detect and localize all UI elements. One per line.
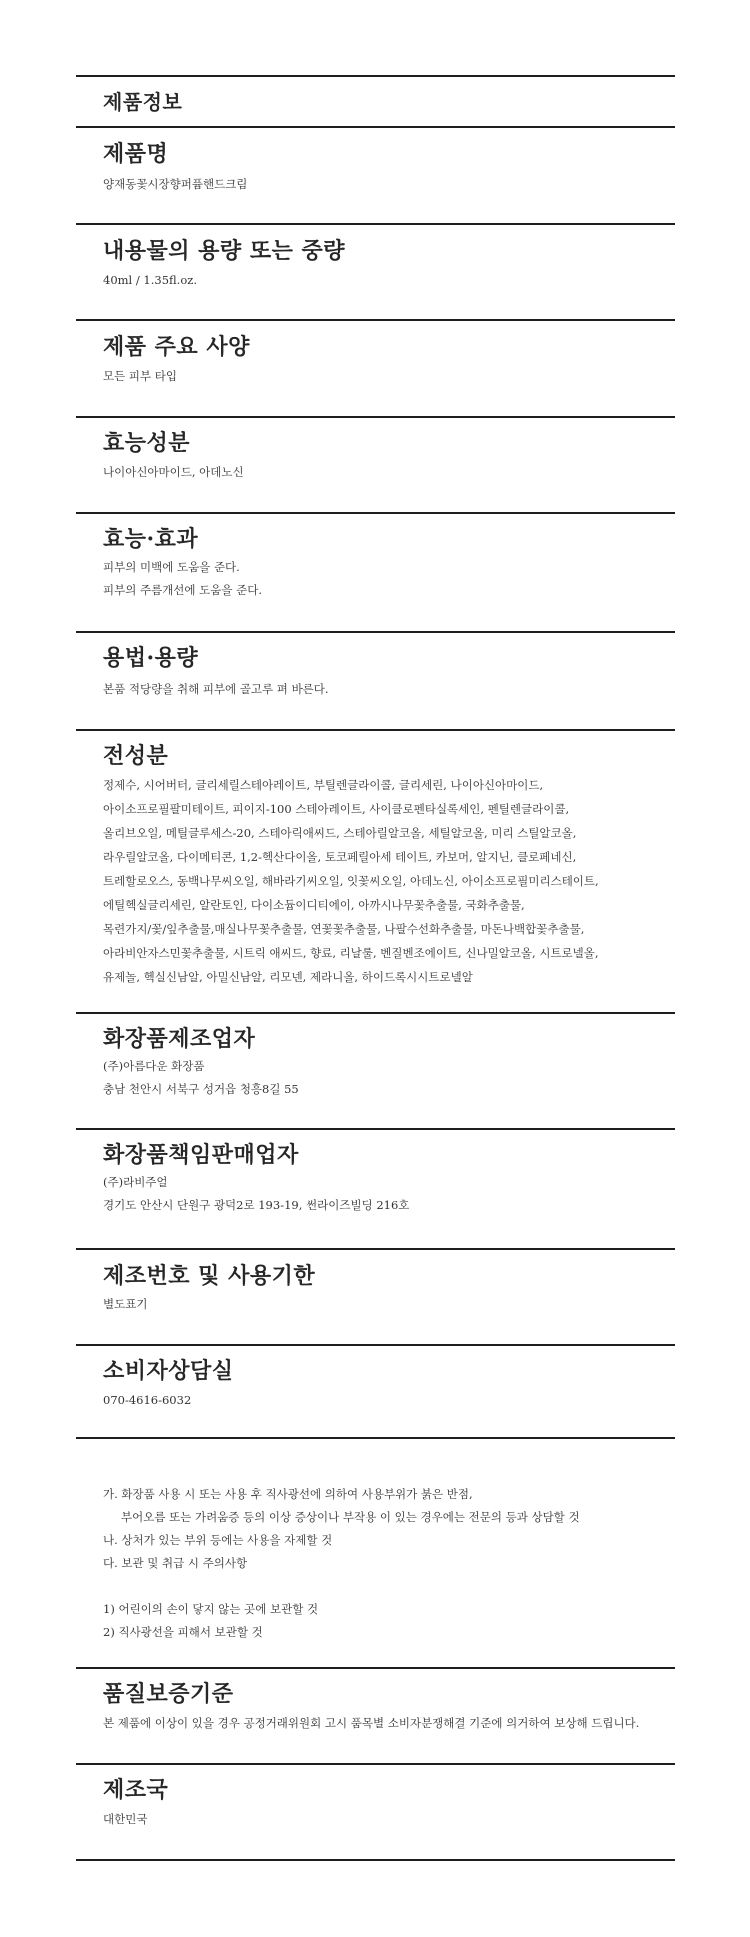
quality-line: 본 제품에 이상이 있을 경우 공정거래위원회 고시 품목별 소비자분쟁해결 기준에 의거하여 보상해 드립니다. <box>103 1716 640 1730</box>
manufacturer-value <box>103 1055 299 1101</box>
divider <box>76 1859 675 1861</box>
divider <box>76 1344 675 1346</box>
volume-value <box>103 268 197 292</box>
manufacturer-address: 충남 천안시 서북구 성거읍 청흥8길 55 <box>103 1082 299 1096</box>
usage-line: 본품 적당량을 취해 피부에 골고루 펴 바른다. <box>103 682 329 696</box>
page-title: 제품정보 <box>103 90 183 114</box>
divider <box>76 319 675 321</box>
active-ingredients-title: 효능성분 <box>103 430 191 456</box>
divider <box>76 512 675 514</box>
ingredients-line: 올리브오일, 메틸글루세스-20, 스테아릭애씨드, 스테아릴알코올, 세틸알코올, 미리 스틸알코올, <box>103 826 577 840</box>
divider <box>76 1437 675 1439</box>
divider <box>76 75 675 77</box>
origin-title: 제조국 <box>103 1777 169 1803</box>
manufacturer-name: (주)아름다운 화장품 <box>103 1059 205 1073</box>
ingredients-line: 아이소프로필팔미테이트, 피이지-100 스테아레이트, 사이클로펜타실록세인, 펜틸렌글라이콜, <box>103 802 570 816</box>
origin-line: 대한민국 <box>103 1812 148 1826</box>
spacer <box>103 1575 580 1598</box>
precaution-a: 가. 화장품 사용 시 또는 사용 후 직사광선에 의하여 사용부위가 붉은 반점, <box>103 1487 473 1501</box>
efficacy-title: 효능·효과 <box>103 526 199 552</box>
product-name-line: 양재동꽃시장향퍼퓸핸드크림 <box>103 177 248 191</box>
ingredients-line: 목련가지/꽃/잎추출물,매실나무꽃추출물, 연꽃꽃추출물, 나팔수선화추출물, 마돈나백합꽃추출물, <box>103 922 585 936</box>
product-name-title: 제품명 <box>103 141 169 167</box>
lot-expiry-value <box>103 1292 147 1316</box>
lot-expiry-line: 별도표기 <box>103 1297 148 1311</box>
consumer-center-phone: 070-4616-6032 <box>103 1393 192 1407</box>
consumer-center-value <box>103 1388 191 1412</box>
usage-title: 용법·용량 <box>103 645 199 671</box>
ingredients-line: 유제놀, 헥실신남알, 아밀신남알, 리모넨, 제라니올, 하이드록시시트로넬알 <box>103 970 473 984</box>
precaution-c-1: 1) 어린이의 손이 닿지 않는 곳에 보관할 것 <box>103 1602 319 1616</box>
divider <box>76 1763 675 1765</box>
efficacy-line: 피부의 주름개선에 도움을 준다. <box>103 583 263 597</box>
volume-title: 내용물의 용량 또는 중량 <box>103 238 345 264</box>
efficacy-line: 피부의 미백에 도움을 준다. <box>103 560 240 574</box>
product-name-value <box>103 172 247 196</box>
consumer-center-title: 소비자상담실 <box>103 1358 234 1384</box>
active-ingredients-value <box>103 460 244 484</box>
divider <box>76 416 675 418</box>
divider <box>76 1667 675 1669</box>
lot-expiry-title: 제조번호 및 사용기한 <box>103 1263 316 1289</box>
ingredients-line: 에틸헥실글리세린, 알란토인, 다이소듐이디티에이, 아까시나무꽃추출물, 국화추출물, <box>103 898 525 912</box>
ingredients-line: 트레할로오스, 동백나무씨오일, 해바라기씨오일, 잇꽃씨오일, 아데노신, 아이소프로필미리스테이트, <box>103 874 599 888</box>
distributor-value <box>103 1171 409 1217</box>
ingredients-line: 아라비안자스민꽃추출물, 시트릭 애씨드, 향료, 리날룰, 벤질벤조에이트, 신나밀알코올, 시트로넬올, <box>103 946 599 960</box>
divider <box>76 126 675 128</box>
specs-title: 제품 주요 사양 <box>103 334 250 360</box>
precautions <box>103 1483 580 1644</box>
active-ingredients-line: 나이아신아마이드, 아데노신 <box>103 465 244 479</box>
divider <box>76 1012 675 1014</box>
specs-value <box>103 364 177 388</box>
quality-value <box>103 1711 639 1735</box>
ingredients-line: 라우릴알코올, 다이메티콘, 1,2-헥산다이올, 토코페릴아세 테이트, 카보머, 알지닌, 클로페네신, <box>103 850 577 864</box>
quality-title: 품질보증기준 <box>103 1681 234 1707</box>
precaution-c: 다. 보관 및 취급 시 주의사항 <box>103 1556 248 1570</box>
divider <box>76 631 675 633</box>
origin-value <box>103 1807 147 1831</box>
usage-value <box>103 677 329 701</box>
divider <box>76 223 675 225</box>
ingredients-line: 정제수, 시어버터, 글리세릴스테아레이트, 부틸렌글라이콜, 글리세린, 나이아신아마이드, <box>103 778 544 792</box>
precaution-b: 나. 상처가 있는 부위 등에는 사용을 자제할 것 <box>103 1533 333 1547</box>
divider <box>76 729 675 731</box>
efficacy-value <box>103 556 262 602</box>
precaution-c-2: 2) 직사광선을 피해서 보관할 것 <box>103 1625 263 1639</box>
divider <box>76 1248 675 1250</box>
distributor-address: 경기도 안산시 단원구 광덕2로 193-19, 썬라이즈빌딩 216호 <box>103 1198 410 1212</box>
ingredients-value <box>103 773 599 989</box>
precaution-a-continued: 부어오름 또는 가려움증 등의 이상 증상이나 부작용 이 있는 경우에는 전문의 등과 상담할 것 <box>121 1510 580 1524</box>
manufacturer-title: 화장품제조업자 <box>103 1026 256 1052</box>
volume-line: 40ml / 1.35fl.oz. <box>103 273 197 287</box>
distributor-name: (주)라비주얼 <box>103 1175 168 1189</box>
divider <box>76 1128 675 1130</box>
ingredients-title: 전성분 <box>103 743 169 769</box>
distributor-title: 화장품책임판매업자 <box>103 1142 299 1168</box>
specs-line: 모든 피부 타입 <box>103 369 177 383</box>
